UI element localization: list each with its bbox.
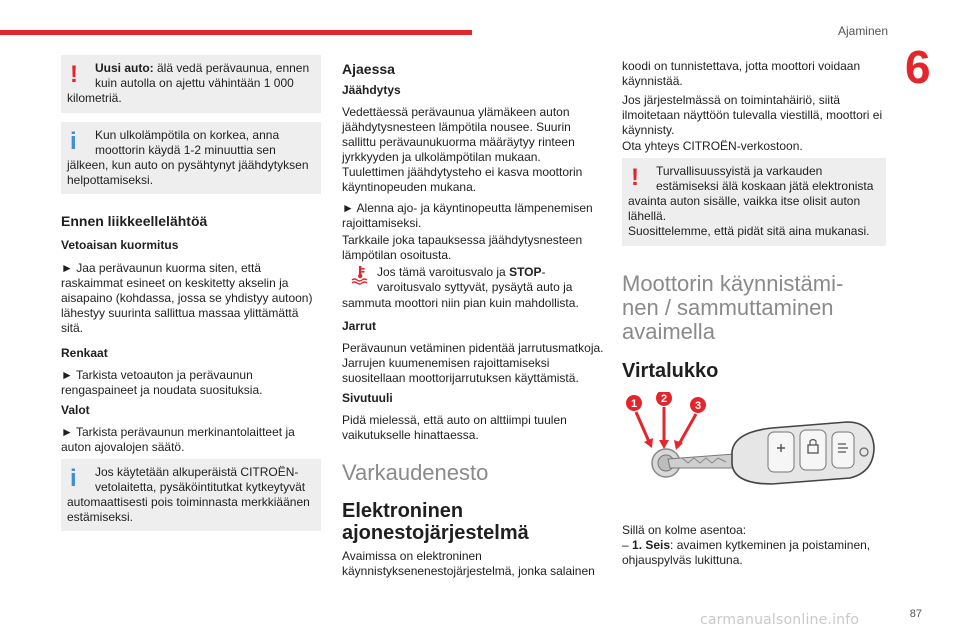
subheading-cooling: Jäähdytys bbox=[342, 83, 401, 97]
warning-box-new-car bbox=[61, 55, 321, 113]
positions-intro: Sillä on kolme asentoa: bbox=[622, 523, 747, 537]
subheading-crosswind: Sivutuuli bbox=[342, 391, 393, 405]
heading-ignition-switch: Virtalukko bbox=[622, 360, 719, 382]
contact-network-text: Ota yhteys CITROËN-verkostoon. bbox=[622, 139, 803, 153]
callout-1-arrow bbox=[636, 412, 650, 444]
immobiliser-text-cont: koodi on tunnistettava, jotta moottori voidaan käynnistää. bbox=[622, 59, 861, 88]
stop-warning-line1: Jos tämä varoitusvalo ja STOP-varoitusvalo syttyvät, pysäytä auto ja bbox=[377, 265, 573, 294]
lights-text: ► Tarkista perävaunun merkinantolaitteet ja auton ajovalojen säätö. bbox=[61, 425, 295, 454]
chapter-number: 6 bbox=[905, 41, 931, 93]
section-heading-while-driving: Ajaessa bbox=[342, 61, 395, 77]
page-number: 87 bbox=[909, 608, 922, 620]
info-text: Jos käytetään alkuperäistä CITROËN-vetolaitetta, pysäköintitutkat kytkeytyvät bbox=[95, 465, 306, 494]
warning-icon: ! bbox=[70, 61, 78, 88]
cooling-text-monitor: Tarkkaile joka tapauksessa jäähdytysnesteen lämpötilan osoitusta. bbox=[342, 233, 583, 262]
subheading-tyres: Renkaat bbox=[61, 346, 108, 360]
cooling-text: Vedettäessä perävaunua ylämäkeen auton jäähdytysnesteen lämpötila nousee. Suurin sallittu perävaunukuorma määräytyy rinteen jyrkkyyden ja ulkolämpötilan mukaan. Tuulettimen jäähdytysteho ei kasva moottorin käyntinopeuden mukana. bbox=[342, 105, 583, 194]
callout-2-label: 2 bbox=[660, 393, 668, 405]
fob-button-light bbox=[832, 432, 854, 468]
info-text: Kun ulkolämpötila on korkea, anna moottorin käydä 1-2 minuuttia sen bbox=[95, 128, 280, 157]
callout-1-label: 1 bbox=[630, 398, 638, 410]
section-heading-start-stop-key: Moottorin käynnistämi- nen / sammuttaminen avaimella bbox=[622, 271, 844, 344]
immobiliser-text: Avaimissa on elektroninen käynnistyksenenestojärjestelmä, jonka salainen bbox=[342, 549, 595, 578]
info-text-rest: jälkeen, kun auto on pysähtynyt jäähdytyksen helpottamiseksi. bbox=[67, 158, 309, 187]
crosswind-text: Pidä mielessä, että auto on alttiimpi tuulen vaikutukselle hinattaessa. bbox=[342, 413, 567, 442]
cooling-text-action: ► Alenna ajo- ja käyntinopeutta lämpenemisen rajoittamiseksi. bbox=[342, 201, 593, 230]
warning-text: Turvallisuussyistä ja varkauden estämiseksi älä koskaan jätä elektronista bbox=[656, 164, 874, 193]
section-heading-before-departure: Ennen liikkeellelähtöä bbox=[61, 213, 208, 229]
warning-text-rest: kilometriä. bbox=[67, 91, 122, 105]
info-icon: i bbox=[70, 465, 77, 492]
info-box-parking-sensors bbox=[61, 459, 321, 531]
immobiliser-fault-text: Jos järjestelmässä on toimintahäiriö, siitä ilmoitetaan näyttöön tulevalla viestillä, moottori ei käynnisty. bbox=[622, 93, 883, 137]
position-stop-text: – 1. Seis: avaimen kytkeminen ja poistaminen, ohjauspylväs lukittuna. bbox=[622, 538, 871, 567]
warning-text-rest: avainta auton sisälle, vaikka itse olisit auton lähellä. bbox=[628, 194, 861, 223]
info-icon: i bbox=[70, 128, 77, 155]
info-text-rest: automaattisesti pois toiminnasta merkkiäänen estämiseksi. bbox=[67, 495, 310, 524]
drawbar-load-text: ► Jaa perävaunun kuorma siten, että raskaimmat esineet on keskitetty akselin ja aisapaino (kohdassa, jossa se yhdistyy autoon) lähestyy suurinta sallittua massaa ylittämättä sitä. bbox=[61, 261, 313, 335]
subheading-brakes: Jarrut bbox=[342, 319, 377, 333]
heading-electronic-immobiliser: Elektroninen ajonestojärjestelmä bbox=[342, 500, 529, 544]
warning-box-key-security bbox=[622, 158, 886, 246]
chapter-color-bar bbox=[0, 30, 472, 35]
stop-warning-rest: sammuta moottori niin pian kuin mahdollista. bbox=[342, 296, 579, 310]
subheading-lights: Valot bbox=[61, 403, 90, 417]
subheading-drawbar-load: Vetoaisan kuormitus bbox=[61, 238, 179, 252]
warning-text: älä vedä perävaunua, ennen kuin autolla on ajettu vähintään 1 000 bbox=[95, 61, 310, 90]
brakes-text: Perävaunun vetäminen pidentää jarrutusmatkoja. Jarrujen kuumenemisen rajoittamiseksi suositellaan moottorijarrutuksen käyttämistä. bbox=[342, 341, 604, 385]
warning-lead: Uusi auto: bbox=[95, 61, 154, 75]
tyres-text: ► Tarkista vetoauton ja perävaunun rengaspaineet ja noudata suosituksia. bbox=[61, 368, 263, 397]
fob-button-lock bbox=[800, 430, 826, 470]
section-title: Ajaminen bbox=[837, 24, 888, 38]
warning-icon: ! bbox=[631, 164, 639, 191]
warning-text-recommend: Suosittelemme, että pidät sitä aina mukanasi. bbox=[628, 224, 870, 238]
callout-3-label: 3 bbox=[694, 400, 702, 412]
info-box-cooling bbox=[61, 122, 321, 194]
coolant-temperature-icon bbox=[350, 265, 370, 285]
ignition-key-illustration bbox=[622, 392, 884, 506]
section-heading-anti-theft: Varkaudenesto bbox=[342, 460, 489, 485]
watermark: carmanualsonline.info bbox=[700, 612, 860, 628]
callout-3-arrow bbox=[678, 414, 696, 446]
